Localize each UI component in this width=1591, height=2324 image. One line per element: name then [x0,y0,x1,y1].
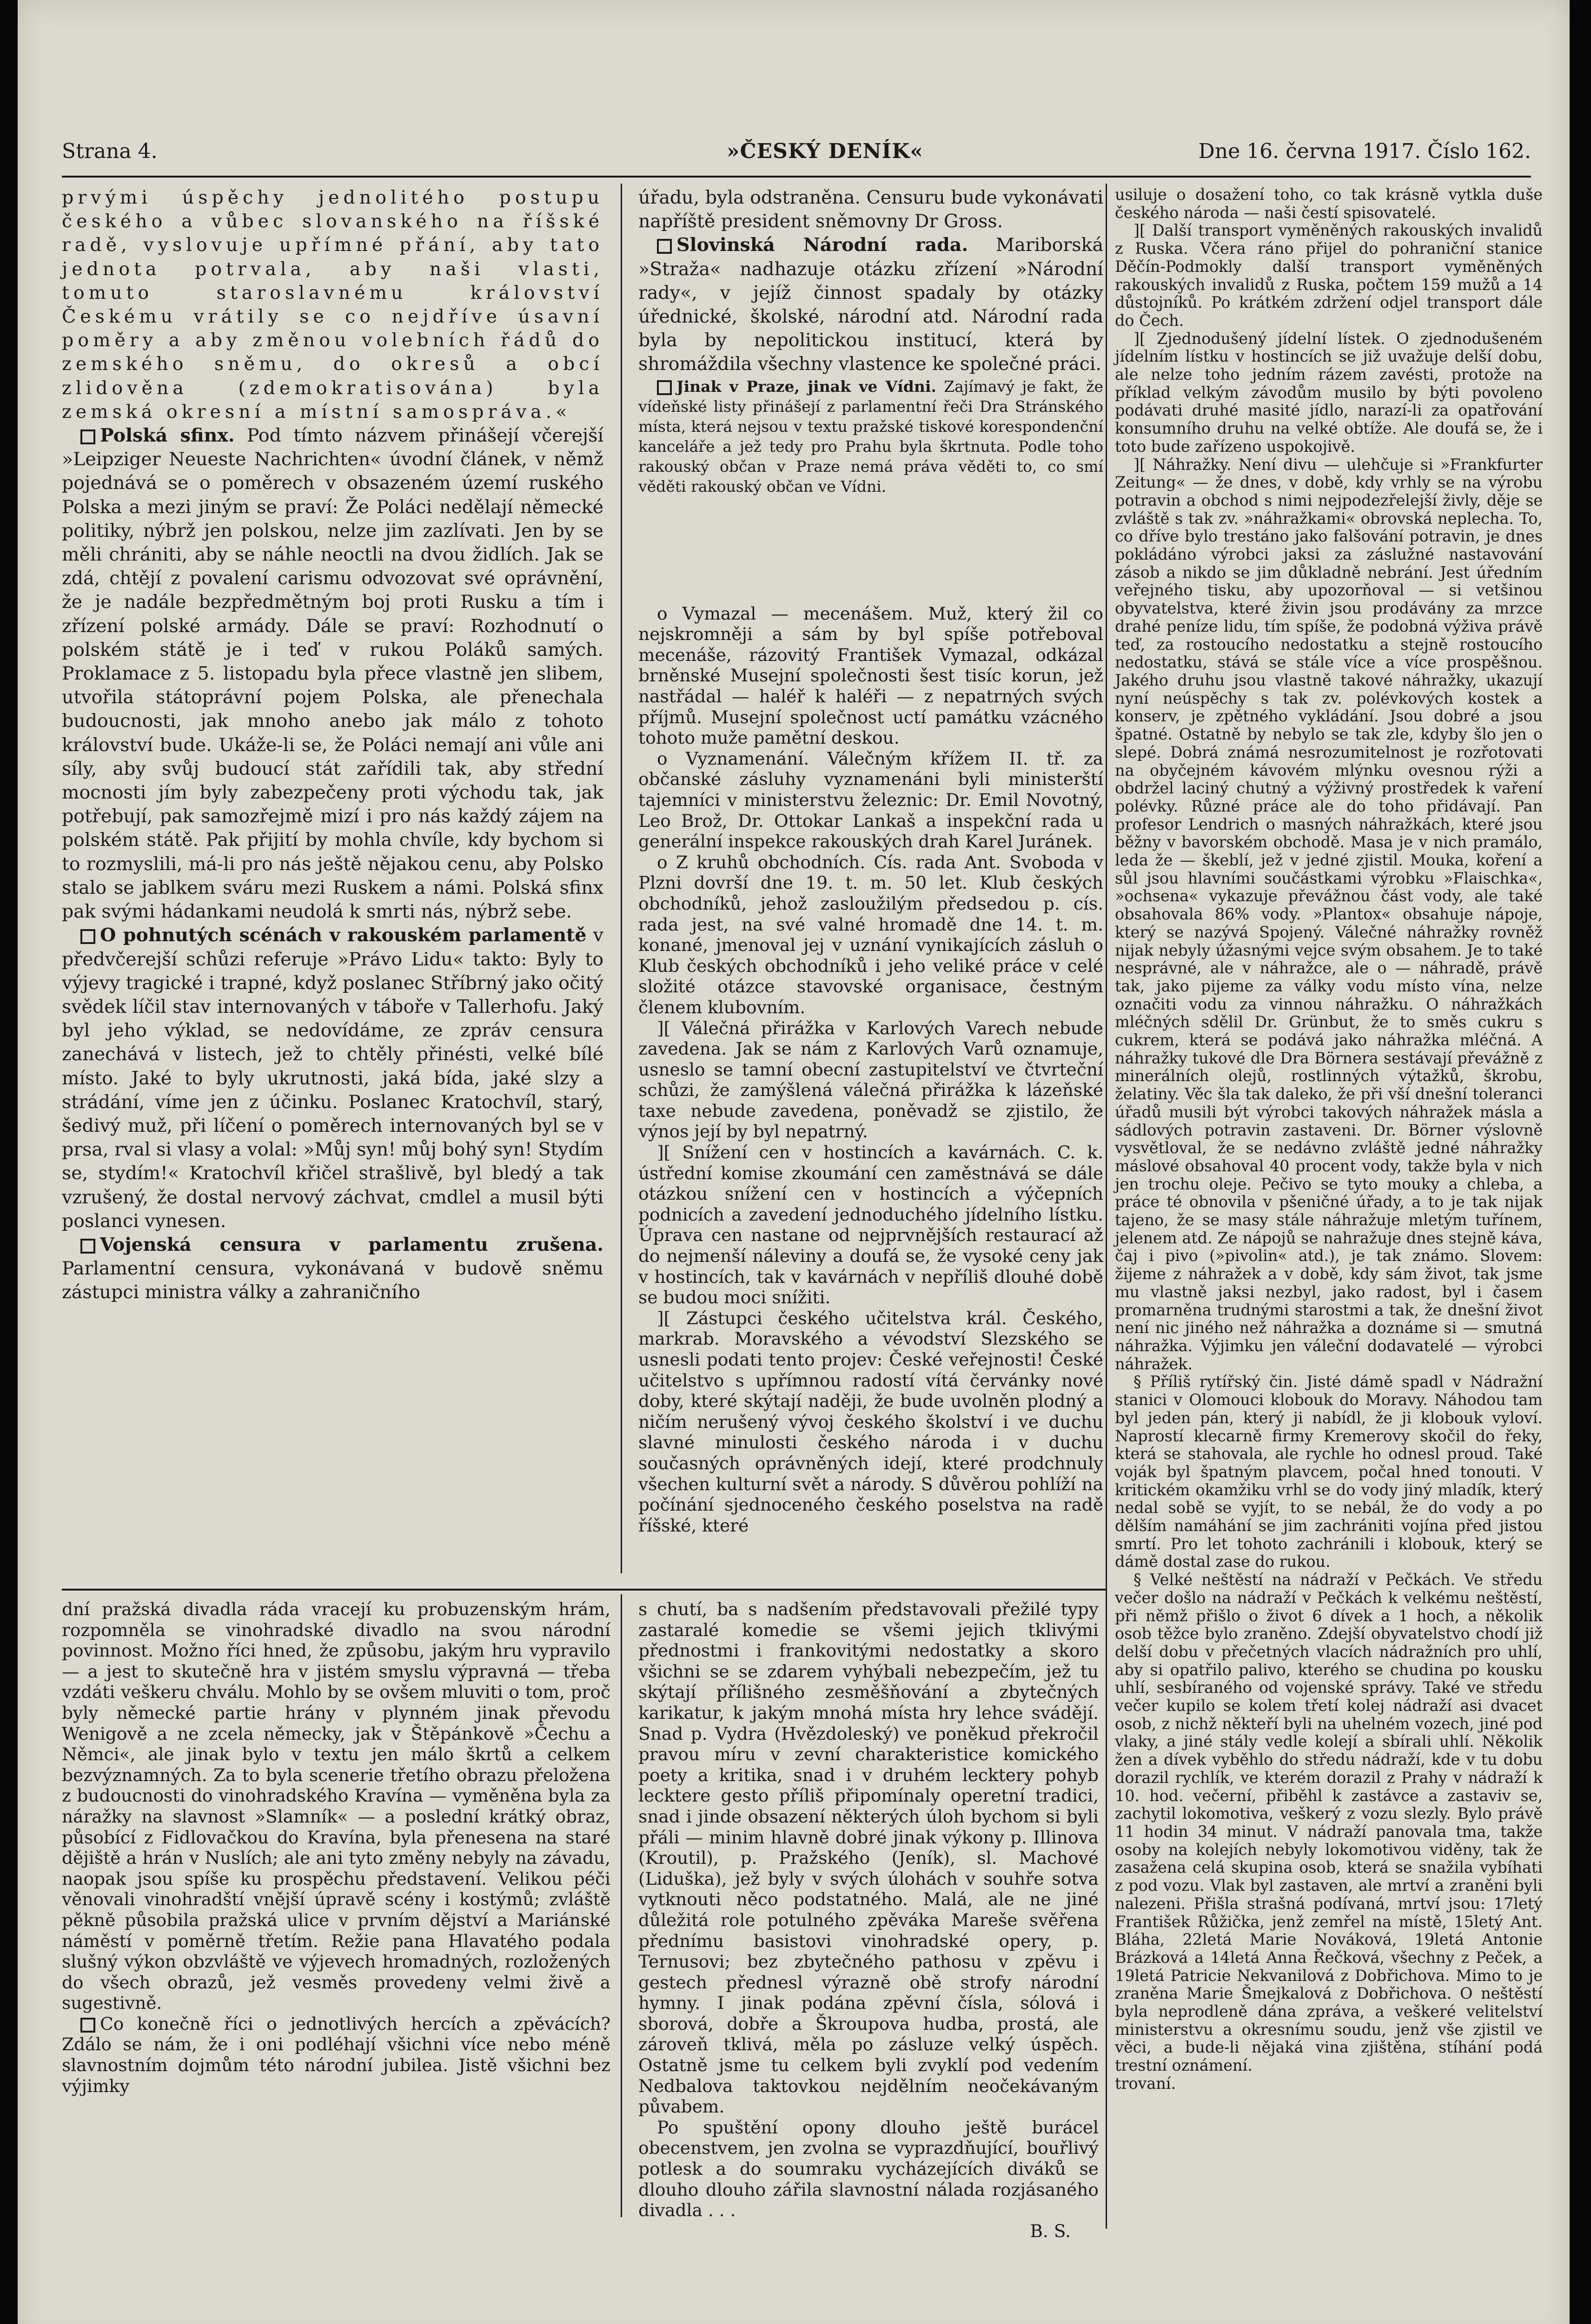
article-pohnute-sceny [62,924,603,1233]
square-bullet-icon [80,2018,95,2033]
column-2 [638,186,1103,1576]
headline: Polská sfinx. [100,425,235,447]
article-continuation: prvými úspěchy jednolitého postupu českého a vůbec slovanského na říšské radě, vyslovuje upřímné přání, aby tato jednota potrvala, aby naši vlasti, tomuto staroslavnému království Českému vrátily se co nejdříve úsavní poměry a aby změnou volebních řádů do zemského sněmu, do okresů a obcí zlidověna (zdemokratisována) byla zemská okresní a místní samospráva.« [62,187,603,423]
censored-blank-space [638,496,1103,603]
news-item: § Příliš rytířský čin. Jisté dámě spadl v Nádražní stanici v Olomouci klobouk do Moravy. Náhodou tam byl jeden pán, který ji nabídl, že ji klobouk vyloví. Naprostí klecarně firmy Kremerovy skočil do řeky, která se stahovala, ale rychle ho odnesl proud. Také voják byl špatným plavcem, počal hned tonouti. V kritickém okamžiku vrhl se do vody jiný mladík, který nedal sobě se vyjít, to se nebál, že do vody a po dělším namáhání se jim zachrániti vojína před jistou smrtí. Pro let tohoto zachránili i klobouk, který se dámě dostal zase do rukou. [1115,1373,1543,1571]
square-bullet-icon [657,380,672,395]
article-body: Pod tímto názvem přinášejí včerejší »Leipziger Neueste Nachrichten« úvodní článek, v němž pojednává se o poměrech v obsazeném území ruského Polska a mezi jiným se praví: Že Poláci nedělají německé politiky, nýbrž jen polskou, nelze jim zazlívati. Jen by se měli chrániti, aby se náhle neoctli na dvou židlích. Jak se zdá, chtějí z povalení carismu odvozovat své oprávnění, že je nadále bezpředmětným boj proti Rusku a tím i zřízení polské armády. Dále se praví: Rozhodnutí o polském státě je i teď v rukou Poláků samých. Proklamace z 5. listopadu byla přece vlastně jen slibem, utvořila státoprávní pojem Polska, ale přenechala budoucnosti, jak mnoho anebo jak málo z tohoto království bude. Ukáže-li se, že Poláci nemají ani vůle ani síly, aby svůj budoucí stát zařídili tak, aby střední mocnosti jím byly zabezpečeny proti východu tak, jak potřebují, pak samozřejmě mizí i pro nás každý zájem na polském státě. Pak přijití by mohla chvíle, kdy bychom si to rozmyslili, má-li pro nás ještě nějakou cenu, aby Polsko stalo se jablkem sváru mezi Ruskem a námi. Polská sfinx pak svými hádankami neudolá k smrti nás, nýbrž sebe. [62,425,604,923]
news-item: ][ Válečná přirážka v Karlových Varech nebude zavedena. Jak se nám z Karlových Varů oznamuje, usneslo se tamní obecní zastupitelství ve čtvrteční schůzi, že zamýšlená válečná přirážka k lázeňské taxe nebude zavedena, poněvadž se zjistilo, že výnos její by byl nepatrný. [638,1017,1103,1142]
article-end: trovaní. [1115,2074,1176,2093]
page-number: Strana 4. [62,139,158,163]
issue-date: Dne 16. června 1917. Číslo 162. [1198,139,1531,163]
article-continuation: usiluje o dosažení toho, co tak krásně vytkla duše českého národa — naši čestí spisovatelé. [1115,185,1543,222]
feuilleton-text: Po spuštění opony dlouho ještě burácel obecenstvem, jen zvolna se vyprazdňující, bouřlivý potlesk a do soumraku vycházejících diváků se dlouho dlouho zářila slavnostní nálada rozjásaného divadla . . . [638,2117,1099,2221]
headline: Jinak v Praze, jinak ve Vídni. [676,377,936,396]
news-item: o Vyznamenání. Válečným křížem II. tř. za občanské zásluhy vyznamenáni byli ministerští tajemníci v ministerstvu železnic: Dr. Emil Novotný, Leo Brož, Dr. Ottokar Lankaš a inspekční rada u generální inspekce rakouských drah Karel Juránek. [638,748,1103,852]
feuilleton-text: dní pražská divadla ráda vracejí ku probuzenským hrám, rozpomněla se vinohradské divadlo na svou národní povinnost. Možno říci hned, že způsobu, jakým hru vypravilo — a jest to skutečně hra v jistém smyslu výpravná — třeba vzdáti veškeru chválu. Mohlo by se ovšem mluviti o tom, proč byly německé partie hrány v plynném jinak převodu Wenigově a ne zcela německy, jak v Štěpánkově »Čechu a Němci«, ale jinak bylo v textu jen málo škrtů a celkem bezvýznamných. Za to byla scenerie třetího obrazu přeložena z budoucnosti do vinohradského Kravína — vyměněna byla za náražky na slavnost »Slamník« — a poslední krátký obraz, působící z Fidlovačkou do Kravína, byla přenesena na staré dějiště a hrán v Nuslích; ale ani tyto změny nebyly na závadu, naopak jsou spíše ku prospěchu představení. Velikou péči věnovali vinohradští vnější úpravě scény i kostýmů; zvláště pěkně působila pražská ulice v prvním dějství a Mariánské náměstí v poměrně třetím. Režie pana Hlavatého podala slušný výkon obzvláště ve výjevech hromadných, rozložených do všech obrazů, jež vesměs provedeny velmi živě a sugestivně. [62,1599,610,2014]
column-divider [621,1594,622,2217]
feuilleton-middle [638,1599,1099,2241]
article-continuation: úřadu, byla odstraněna. Censuru bude vykonávati napříště president sněmovny Dr Gross. [638,187,1103,232]
news-item: ][ Zástupci českého učitelstva král. Českého, markrab. Moravského a vévodství Slezského se usnesli podati tento projev: České veřejnosti! České učitelstvo s upřímnou radostí vítá červánky nové doby, které skýtají naději, že bude uvolněn plodný a ničím nerušený vývoj českého školství i ve duchu slavné minulosti českého národa i v duchu současných oprávněných idejí, které prodchnuly všechen kulturní svět a národy. S důvěrou pohlíží na počínání sjednoceného českého poselstva na radě říšské, které [638,1307,1103,1536]
column-3 [1115,186,1543,2231]
column-divider [621,184,622,1573]
news-item: § Velké neštěstí na nádraží v Pečkách. Ve středu večer došlo na nádraží v Pečkách k velkému neštěstí, při němž přišlo o život 6 dívek a 1 hoch, a několik osob těžce bylo zraněno. Zdejší obyvatelstvo chodí již delší dobu v přečetných vlacích nádražních pro uhlí, aby si opatřilo palivo, kterého se chudina po kousku uhlí, sesbíraného od vojenské správy. Také ve středu večer kupilo se kolem třetí kolej nádraží asi dvacet osob, z nichž někteří byli na uhelném vozech, jiné pod vlaky, a jiné stály vedle kolejí a sbírali uhlí. Několik žen a dívek vyběhlo do středu nádraží, kde v tu dobu dorazil rychlík, ve kterém dorazil z Prahy v nádraží k 10. hod. večerní, přiběhl k zastávce a zastaviv se, zachytil lokomotiva, veškerý z vozu slezly. Bylo právě 11 hodin 34 minut. V nádraží panovala tma, takže osoby na kolejích nebyly lokomotivou viděny, tak že zasažena celá skupina osob, která se snažila vybíhati z pod vozu. Vlak byl zastaven, ale mrtví a zraněni byli nalezeni. Přišla strašná podívaná, mrtví jsou: 17letý František Růžička, jenž zemřel na místě, 15letý Ant. Bláha, 22letá Marie Nováková, 19letá Antonie Brázková a 14letá Anna Řečková, všechny z Peček, a 19letá Patricie Nekvanilová z Dobřichova. Mimo to je zraněna Marie Šmejkalová z Dobřichova. O neštěstí byla neprodleně dána zpráva, a veškeré velitelství ministerstvu a okresnímu soudu, jenž vše zjistil ve věci, a bude-li nějaká vina zjištěna, stíhání podá trestní oznámení. [1115,1571,1543,2075]
article-slovinska-rada [638,233,1103,376]
article-praha-viden [638,376,1103,496]
feuilleton-rule [62,1589,1106,1591]
square-bullet-icon [80,929,95,944]
article-censura [62,1233,603,1305]
square-bullet-icon [80,1239,95,1254]
news-item: o Z kruhů obchodních. Cís. rada Ant. Svoboda v Plzni dovrší dne 19. t. m. 50 let. Klub českých obchodníků, jehož zasloužilým předsedou p. cís. rada jest, na své valné hromadě dne 14. t. m. konané, jmenoval jej v uznání vynikajících zásluh o Klub českých obchodníků i jeho veliké práce v celé složité otázce stavovské organisace, čestným členem klubovním. [638,852,1103,1017]
newspaper-title: »ČESKÝ DENÍK« [727,139,923,163]
headline: Vojenská censura v parlamentu zrušena. [100,1234,603,1255]
article-polska-sfinx [62,424,603,924]
page-header [62,139,1531,172]
square-bullet-icon [657,239,672,254]
news-item: o Vymazal — mecenášem. Muž, který žil co nejskromněji a sám by byl spíše potřeboval mecenáše, rázovitý František Vymazal, odkázal brněnské Musejní společnosti šest tisíc korun, jež nastřádal — haléř k haléři — z nepatrných svých příjmů. Musejní společnost uctí památku vzácného tohoto muže pamětní deskou. [638,603,1103,748]
article-body: v předvčerejší schůzi referuje »Právo Lidu« takto: Byly to výjevy tragické i trapné, když poslanec Stříbrný jako očitý svědek líčil stav internovaných v táboře v Tallerhofu. Jaký byl jeho výklad, se nedovídáme, ze zpráv censura zanechává v listech, jež to chtěly přinésti, velké bílé místo. Jaké to byly ukrutnosti, jaká bída, jaké slzy a strádání, víme jen z účinku. Poslanec Kratochvíl, starý, šedivý muž, při líčení o poměrech internovaných byl se v prsa, rval si vlasy a volal: »Můj syn! můj bohý syn! Stydím se, stydím!« Kratochvíl křičel strašlivě, byl bledý a tak vzrušený, že dostal nervový záchvat, cmdlel a musil býti poslanci vynesen. [62,924,603,1232]
headline: Slovinská Národní rada. [676,234,968,256]
article-body: Zajímavý je fakt, že vídeňské listy přinášejí z parlamentní řeči Dra Stránského místa, která nejsou v textu pražské tiskové korespondenční kanceláře a jež tedy pro Prahu byla škrtnuta. Podle toho rakouský občan v Praze nemá práva věděti to, co smí věděti rakouský občan ve Vídni. [638,377,1104,495]
news-item: ][ Snížení cen v hostincích a kavárnách. C. k. ústřední komise zkoumání cen zaměstnává se dále otázkou snížení cen v hostincích a výčepních podnicích a zavedení jednoduchého jídelního lístku. Úprava cen nastane od nejprvnějších restaurací až do nejmenší náleviny a doufá se, že vysoké ceny jak v hostincích, tak v kavárnách v nepříliš dlouhé době se budou moci snížiti. [638,1142,1103,1308]
feuilleton-text: Co konečně říci o jednotlivých hercích a zpěvácích? Zdálo se nám, že i oni podléhají všichni více nebo méně slavnostním dojmům této národní jubilea. Jistě všichni bez výjimky [62,2013,610,2096]
feuilleton-left [62,1599,610,2217]
news-item: ][ Další transport vyměněných rakouských invalidů z Ruska. Včera ráno přijel do pohraniční stanice Děčín-Podmokly další transport vyměněných rakouských invalidů z Ruska, počtem 159 mužů a 14 důstojníků. Po krátkém zdržení odjel transport dále do Čech. [1115,221,1543,330]
author-signature: B. S. [1030,2220,1071,2241]
square-bullet-icon [80,429,95,444]
newspaper-page [18,0,1570,2324]
headline: O pohnutých scénách v rakouském parlamentě [100,924,587,946]
news-items [638,603,1103,1536]
feuilleton-text: s chutí, ba s nadšením představovali přežilé typy zastaralé komedie se všemi jejich tklivými přednostmi i frankovitými nedostatky a skoro všichni se se zdarem vyhýbali nebezpečím, jež tu skýtají přílišného zesměšňování a zbytečných karikatur, k jakým mnohá místa hry lehce svádějí. Snad p. Vydra (Hvězdoleský) ve poněkud překročil pravou míru v zevní charakteristice komického poety a kritika, snad i v druhém lecktery pohyb lecktere gesto příliš připomínaly operetní tradici, snad i jinde obsazení některých úloh bychom si byli přáli — minim hlavně dobré jinak výkony p. Illinova (Kroutil), p. Pražského (Jeník), sl. Machové (Liduška), jež byly v svých úlohách v souhře sotva vytknouti něco podstatného. Malá, ale ne jiné důležitá role potulného zpěváka Mareše svěřena přednímu basistovi vinohradské opery, p. Ternusovi; bez zbytečného pathosu v zpěvu i gestech přednesl výrazně obě strofy národní hymny. I jinak podána zpěvní čísla, sólová i sborová, dobře a Škroupova hudba, prostá, ale zároveň tklivá, měla po zásluze velký úspěch. Ostatně jsme tu celkem byli zvyklí pod vedením Nedbalova taktovkou nejdělním neočekávaným půvabem. [638,1599,1099,2117]
article-body: Parlamentní censura, vykonávaná v budově sněmu zástupci ministra války a zahraničního [62,1258,603,1303]
news-item: ][ Náhražky. Není divu — ulehčuje si »Frankfurter Zeitung« — že dnes, v době, kdy vrhly se na výrobu potravin a obchod s nimi nejpodezřelejší živly, děje se zvláště s tak zv. »náhražkami« obrovská neplecha. To, co dříve bylo trestáno jako falšování potravin, je dnes pokládáno výrobci jaksi za záslužné nastavování zásob a nikdo se jim důkladně nebrání. Jest úředním veřejného tisku, aby upozorňoval — si vetšinou obyvatelstva, které živin jsou prodávány za mrzce drahé peníze lidu, tím spíše, že podobná výživa právě teď, za rostoucího nedostatku a stejně rostoucího nedostatku, stává se stále více a více prospěšnou. Jakého druhu jsou vlastně takové náhražky, ukazují nyní neúspěchy s tak zv. polévkových kostek a konserv, je zpětného vykládání. Jsou dobré a jsou špatné. Ostatně by nebylo se tak zle, kdyby šlo jen o slepé. Dobrá známá nesrozumitelnost je rozřotovati na obyčejném kávovém mlýnku ovesnou rýži a obdržel laciný chutný a výživný prostředek k vaření polévky. Různé práce ale do toho přidávají. Pan profesor Lendrich o masných náhražkách, které jsou běžny v bavorském obchodě. Masa je v nich pramálo, leda že — škeblí, jež v jedné zjistil. Mouka, koření a sůl jsou hlavními součástkami výrobku »Flaischka«, »ochsena« vykazuje převážnou část vody, ale také obsahovala 86% vody. »Plantox« obsahuje nápoje, který se nazývá Spojený. Válečné náhražky rovněž nijak nebyly úžasnými vejce svým obsahem. Je to také nesprávné, ale v náhražce, ale o — náhradě, právě tak, jako pijeme za války vodu místo vína, nelze označiti vodu za vinnou náhražku. O náhražkách mléčných sdělil Dr. Grünbut, že to směs cukru s cukrem, která se podává jako náhražka mléčná. A náhražky tukové dle Dra Börnera sestávají převážně z minerálních olejů, rostlinných výtažků, škrobu, želatiny. Věc šla tak daleko, že při vší dnešní toleranci úřadů musili být výrobci takových náhražek másla a sádlových potravin zastaveni. Dr. Börner výslovně vysvětloval, že se nedávno zvláště jedné náhražky máslové obsahoval 40 procent vody, takže byla v nich jen trochu oleje. Pečivo se tyto mouky a chleba, a práce té obnovila v pšeničné úřady, a to je tak nijak tajeno, že se masy stále náhražuje mletým tuřínem, jelenem atd. Ze nápojů se nahražuje dnes stejně káva, čaj i pivo (»pivolin« atd.), je tak známo. Slovem: žijeme z náhražek a v době, kdy sám život, tak jsme mu vlastně jaksi nezbyl, jako radost, byl i časem promarněna trudnými starostmi a tak, že dnešní život není nic jiného než náhražka a doznáme si — smutná náhražka. Výjimku jen váleční dodavatelé — výrobci náhražek. [1115,455,1543,1373]
news-item: ][ Zjednodušený jídelní lístek. O zjednodušeném jídelním lístku v hostincích se již uvažuje delší dobu, ale nelze toho jedním rázem zavésti, protože na příklad velkým závodům musilo by býti povoleno podávati druhé masité jídlo, narazí-li za opatřování konsumního druhu na velké obtíže. Ale doufá se, že i toto bude zařízeno uspokojivě. [1115,329,1543,456]
header-rule [62,176,1531,178]
column-1 [62,186,603,1576]
article-body: Mariborská »Straža« nadhazuje otázku zřízení »Národní rady«, v jejíž činnost spadaly by otázky úřednické, školské, národní atd. Národní rada byla by nepolitickou institucí, která by shromáždila všechny vlastence ke společné práci. [638,234,1103,375]
column-divider [1106,184,1107,2229]
